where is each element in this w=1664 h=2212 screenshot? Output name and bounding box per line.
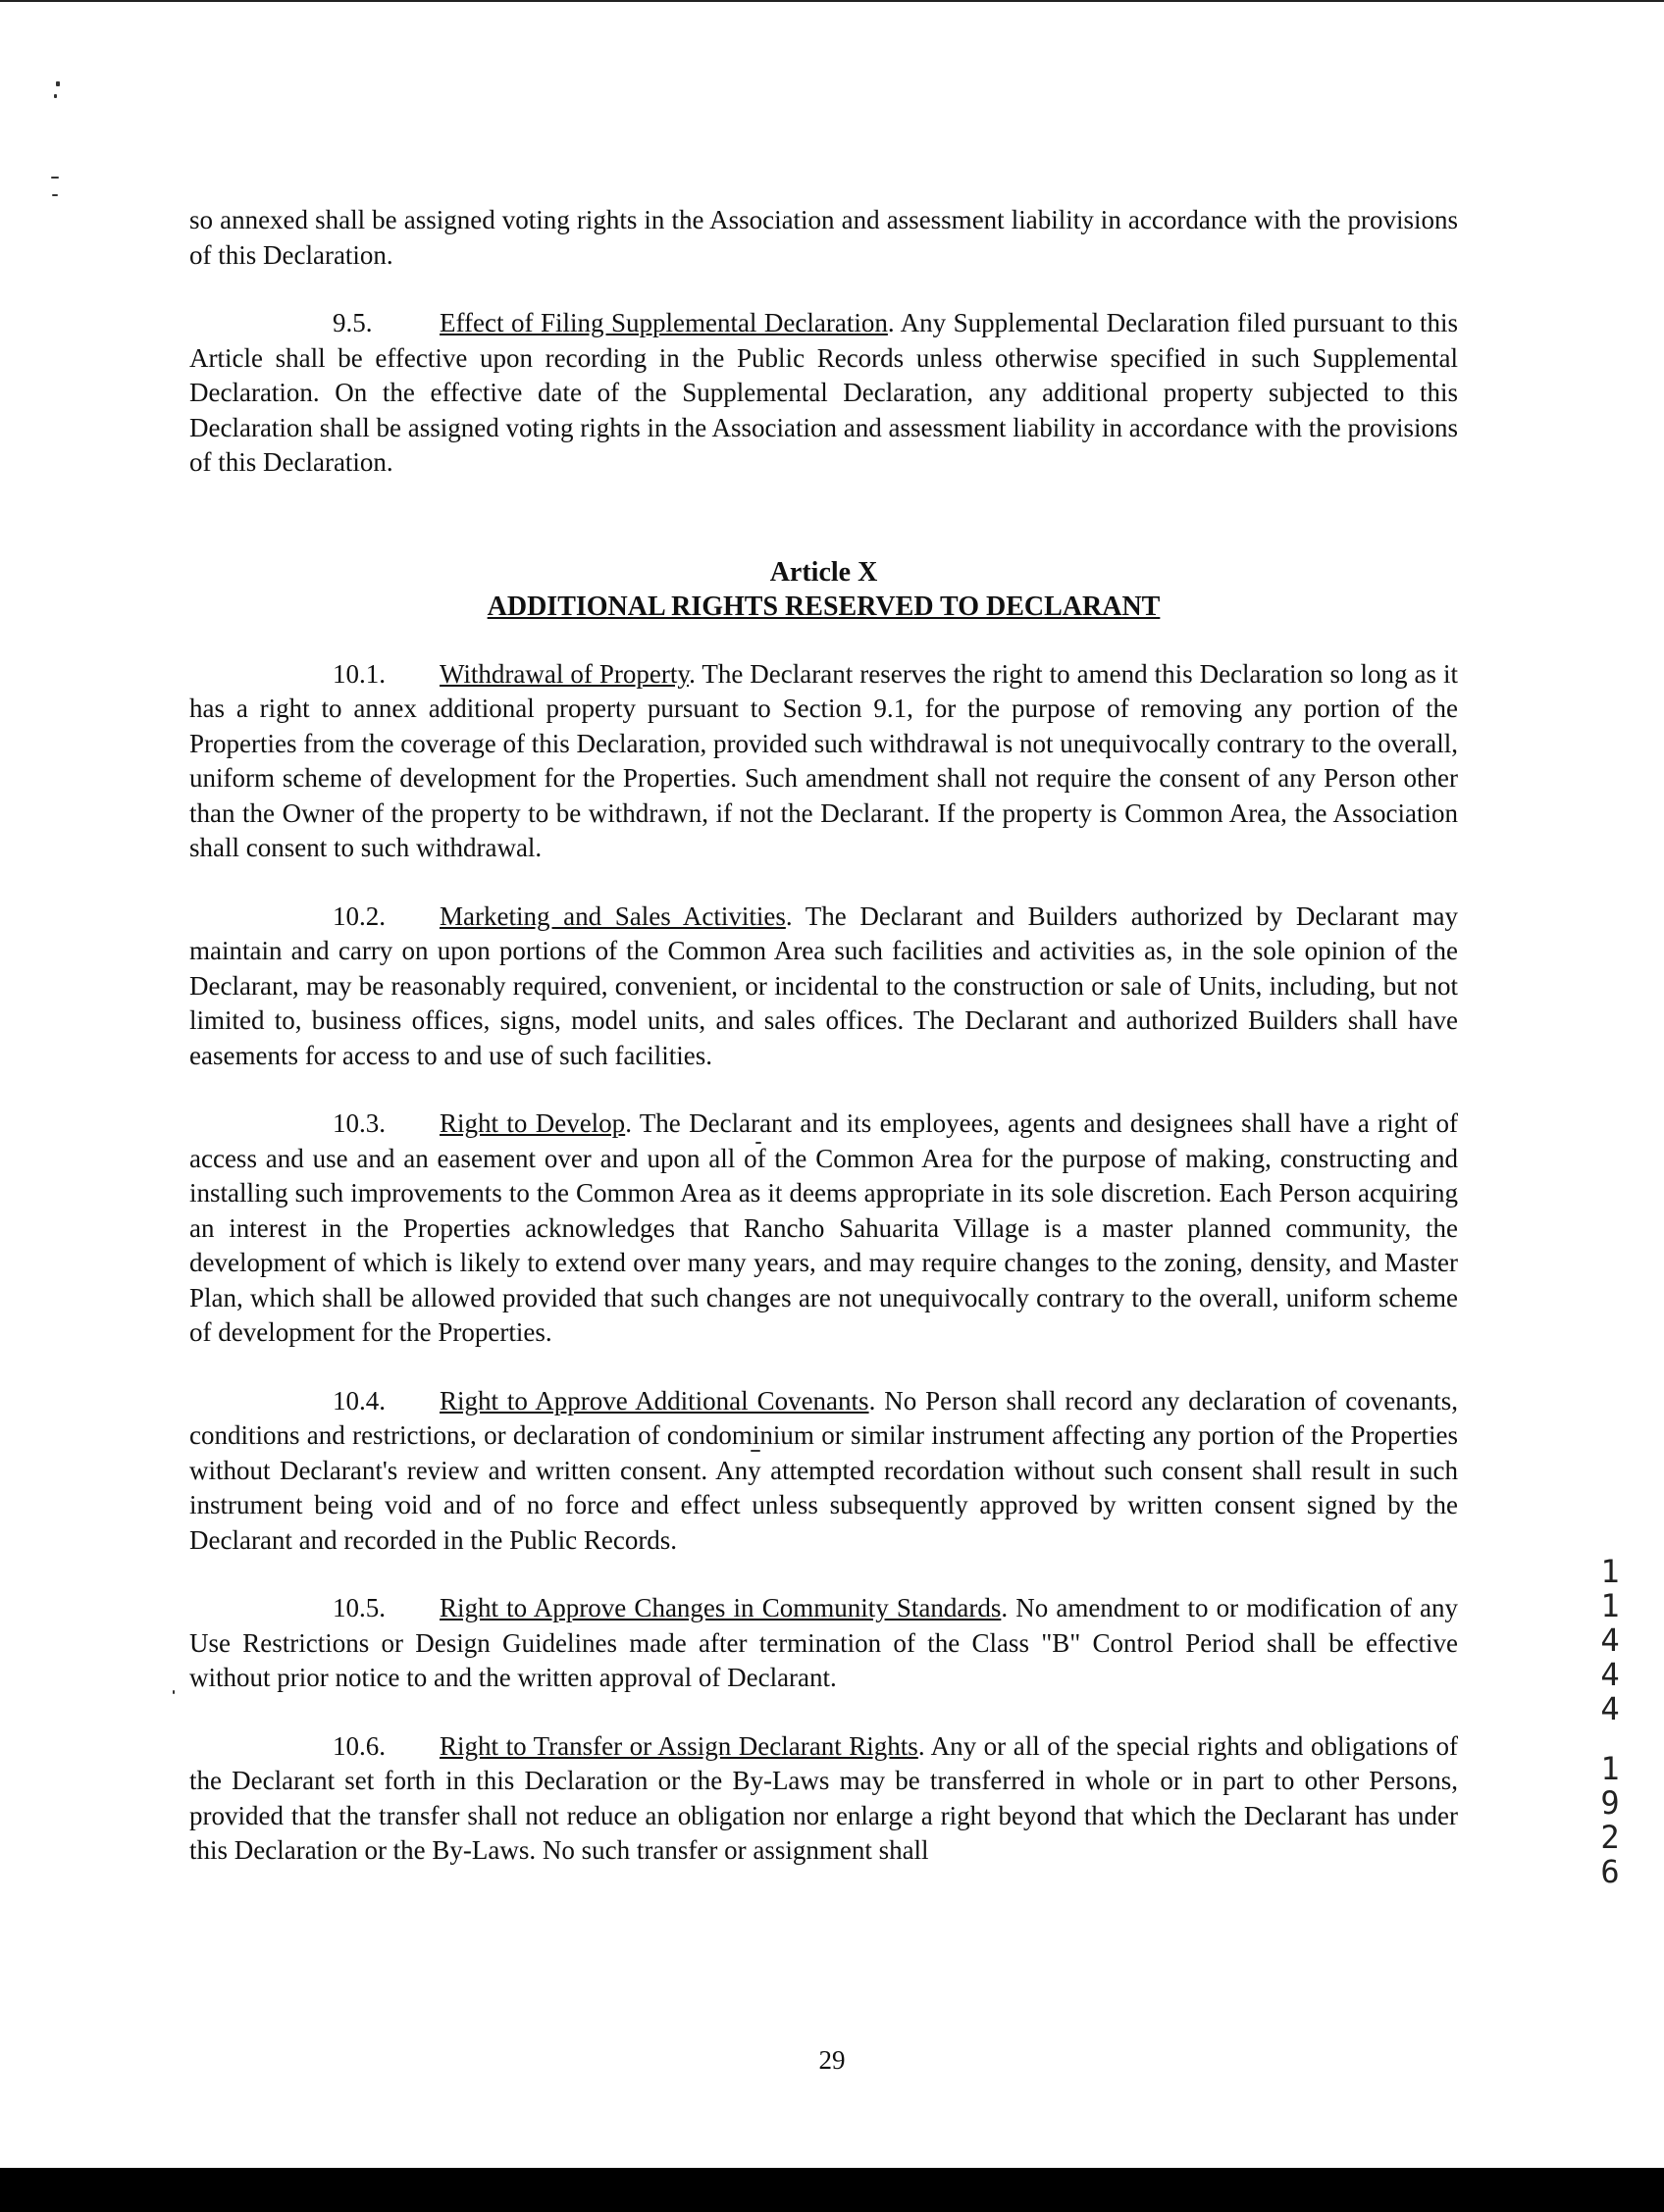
section-text: . The Declarant and its employees, agents and designees shall have a right of access and use and an easement over and upon all of the Common Area for the purpose of making, constructing and installing such improvements to the Common Area as it deems appropriate in its sole discretion. Each Person acquiring an interest in the Properties acknowledges that Rancho Sahuarita Village is a master planned community, the development of which is likely to extend over many years, and may require changes to the zoning, density, and Master Plan, which shall be allowed provided that such changes are not unequivocally contrary to the overall, uniform scheme of development for the Properties. — [189, 1108, 1458, 1347]
paragraph-gap — [189, 1558, 1458, 1591]
paragraph-gap — [189, 1073, 1458, 1106]
section-10-3 — [189, 1106, 1458, 1351]
section-text: . Any or all of the special rights and obligations of the Declarant set forth in this Declaration or the By-Laws may be transferred in whole or in part to other Persons, provided that the transfer shall not reduce an obligation nor enlarge a right beyond that which the Declarant has under this Declaration or the By-Laws. No such transfer or assignment shall — [189, 1730, 1458, 1865]
section-caption: Effect of Filing Supplemental Declaration — [440, 308, 888, 337]
stamp-digit: 4 — [1600, 1690, 1620, 1727]
scan-speck — [51, 177, 59, 179]
article-number: Article X — [769, 556, 878, 588]
section-number: 10.6. — [333, 1730, 386, 1761]
section-number: 10.1. — [333, 658, 386, 689]
stamp-digit: 1 — [1600, 1553, 1620, 1590]
article-heading — [189, 555, 1458, 624]
stamp-digit: 4 — [1600, 1656, 1620, 1693]
section-caption: Right to Approve Changes in Community Standards — [440, 1593, 1002, 1622]
stamp-digit: 4 — [1600, 1621, 1620, 1659]
section-caption: Right to Develop — [440, 1108, 626, 1138]
section-number: 10.4. — [333, 1385, 386, 1415]
section-text: . The Declarant reserves the right to amend this Declaration so long as it has a right to annex additional property pursuant to Section 9.1, for the purpose of removing any portion of the Properties from the coverage of this Declaration, provided such withdrawal is not unequivocally contrary to the overall, uniform scheme of development for the Properties. Such amendment shall not require the consent of any Person other than the Owner of the property to be withdrawn, if not the Declarant. If the property is Common Area, the Association shall consent to such withdrawal. — [189, 658, 1458, 862]
document-page — [189, 203, 1458, 1869]
section-9-5 — [189, 306, 1458, 481]
section-caption: Withdrawal of Property — [440, 658, 690, 689]
paragraph-gap — [189, 273, 1458, 306]
section-text: . No amendment to or modification of any Use Restrictions or Design Guidelines made after termination of the Class "B" Control Period shall be effective without prior notice to and the written approval of Declarant. — [189, 1593, 1459, 1692]
paragraph-gap — [189, 866, 1458, 900]
scan-speck — [56, 81, 60, 86]
section-10-6 — [189, 1729, 1458, 1869]
article-title: ADDITIONAL RIGHTS RESERVED TO DECLARANT — [487, 591, 1161, 622]
scan-speck — [52, 194, 58, 196]
section-10-1 — [189, 657, 1458, 866]
paragraph-gap — [189, 481, 1458, 555]
page-number: 29 — [818, 2045, 846, 2075]
section-10-4 — [189, 1384, 1458, 1559]
section-10-5 — [189, 1591, 1458, 1696]
stamp-digit: 6 — [1600, 1853, 1620, 1890]
paragraph-intro: so annexed shall be assigned voting rights in the Association and assessment liability in accordance with the provisions of this Declaration. — [189, 205, 1458, 270]
section-number: 10.3. — [333, 1108, 386, 1138]
stamp-digit: 1 — [1600, 1587, 1620, 1624]
scan-speck — [173, 1690, 175, 1694]
section-10-2 — [189, 900, 1458, 1074]
paragraph-gap — [189, 1696, 1458, 1729]
section-text: . Any Supplemental Declaration filed pursuant to this Article shall be effective upon recording in the Public Records unless otherwise specified in such Supplemental Declaration. On the effective date of the Supplemental Declaration, any additional property subjected to this Declaration shall be assigned voting rights in the Association and assessment liability in accordance with the provisions of this Declaration. — [189, 308, 1459, 477]
scan-bottom-border — [0, 2168, 1664, 2212]
section-number: 10.2. — [333, 900, 386, 931]
section-number: 10.5. — [333, 1593, 386, 1622]
section-caption: Right to Approve Additional Covenants — [440, 1385, 869, 1415]
stamp-digit: 2 — [1600, 1819, 1620, 1856]
recording-stamp-number — [1595, 1555, 1625, 1889]
top-edge-rule — [0, 0, 1664, 2]
section-text: . The Declarant and Builders authorized by Declarant may maintain and carry on upon portions of the Common Area such facilities and activities as, in the sole opinion of the Declarant, may be reasonably required, convenient, or incidental to the construction or sale of Units, including, but not limited to, business offices, signs, model units, and sales offices. The Declarant and authorized Builders shall have easements for access to and use of such facilities. — [189, 900, 1458, 1070]
scan-speck — [54, 94, 57, 98]
section-caption: Marketing and Sales Activities — [440, 900, 786, 931]
paragraph-gap — [189, 1351, 1458, 1384]
stamp-digit: 9 — [1600, 1784, 1620, 1822]
section-number: 9.5. — [333, 308, 373, 337]
section-caption: Right to Transfer or Assign Declarant Rights — [440, 1730, 918, 1761]
section-text: . No Person shall record any declaration of covenants, conditions and restrictions, or declaration of condominium or similar instrument affecting any portion of the Properties without Declarant's review and written consent. Any attempted recordation without such consent shall result in such instrument being void and of no force and effect unless subsequently approved by written consent signed by the Declarant and recorded in the Public Records. — [189, 1385, 1459, 1555]
stamp-digit: 1 — [1600, 1750, 1620, 1787]
stamp-spacer — [1595, 1726, 1625, 1752]
